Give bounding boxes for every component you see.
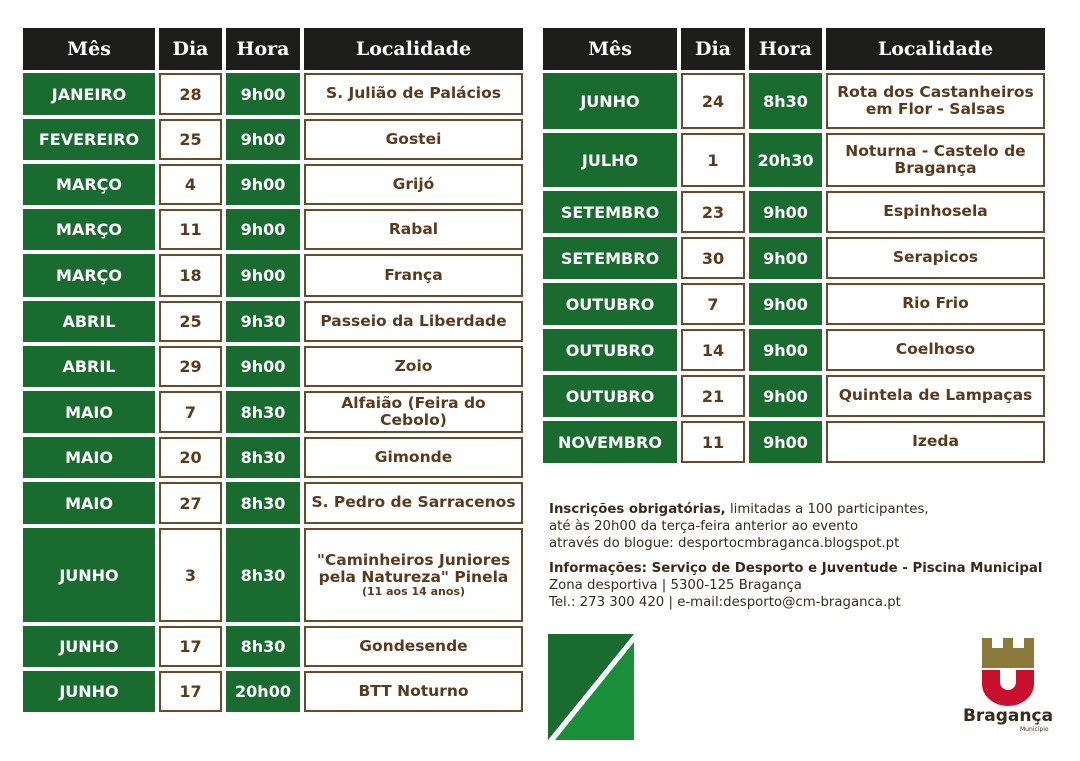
registration-line-2: até às 20h00 da terça-feira anterior ao evento bbox=[549, 519, 859, 534]
month-cell: OUTUBRO bbox=[543, 283, 677, 325]
location-cell: Alfaião (Feira do Cebolo) bbox=[304, 391, 523, 433]
contact-title bbox=[549, 560, 1042, 577]
table-row bbox=[23, 482, 523, 524]
day-cell: 23 bbox=[681, 191, 745, 233]
registration-label: Inscrições obrigatórias, bbox=[549, 502, 726, 517]
location-cell: Gondesende bbox=[304, 626, 523, 667]
time-cell: 9h00 bbox=[749, 237, 822, 279]
month-cell: MARÇO bbox=[23, 164, 155, 205]
month-cell: SETEMBRO bbox=[543, 237, 677, 279]
table-row bbox=[543, 283, 1045, 325]
table-row bbox=[23, 119, 523, 160]
location-cell: Coelhoso bbox=[826, 329, 1045, 371]
month-cell: MAIO bbox=[23, 482, 155, 524]
time-cell: 9h30 bbox=[226, 301, 300, 342]
day-cell: 24 bbox=[681, 73, 745, 129]
time-cell: 8h30 bbox=[226, 528, 300, 622]
time-cell: 9h00 bbox=[749, 283, 822, 325]
month-cell: JUNHO bbox=[23, 671, 155, 712]
time-cell: 9h00 bbox=[226, 346, 300, 387]
table-row bbox=[23, 301, 523, 342]
header-localidade: Localidade bbox=[826, 28, 1045, 70]
month-cell: ABRIL bbox=[23, 301, 155, 342]
header-dia: Dia bbox=[681, 28, 745, 70]
contact-label: Informações: Serviço de Desporto e Juventude - Piscina Municipal bbox=[549, 561, 1043, 576]
location-note: (11 aos 14 anos) bbox=[361, 585, 466, 598]
location-cell: Gimonde bbox=[304, 437, 523, 478]
location-cell: Rabal bbox=[304, 209, 523, 250]
table-row bbox=[543, 237, 1045, 279]
day-cell: 1 bbox=[681, 133, 745, 187]
day-cell: 11 bbox=[681, 421, 745, 463]
brand-subtitle: Município bbox=[1020, 726, 1049, 733]
month-cell: NOVEMBRO bbox=[543, 421, 677, 463]
day-cell: 11 bbox=[159, 209, 222, 250]
header-localidade: Localidade bbox=[304, 28, 523, 70]
time-cell: 9h00 bbox=[226, 119, 300, 160]
table-row bbox=[543, 73, 1045, 129]
day-cell: 17 bbox=[159, 671, 222, 712]
schedule-table-left bbox=[23, 28, 523, 716]
location-cell: França bbox=[304, 254, 523, 297]
time-cell: 9h00 bbox=[226, 73, 300, 115]
time-cell: 20h00 bbox=[226, 671, 300, 712]
time-cell: 9h00 bbox=[226, 209, 300, 250]
table-row bbox=[543, 133, 1045, 187]
table-row bbox=[23, 346, 523, 387]
day-cell: 30 bbox=[681, 237, 745, 279]
info-block bbox=[549, 501, 1042, 611]
location-cell: S. Pedro de Sarracenos bbox=[304, 482, 523, 524]
time-cell: 20h30 bbox=[749, 133, 822, 187]
day-cell: 4 bbox=[159, 164, 222, 205]
location-cell: S. Julião de Palácios bbox=[304, 73, 523, 115]
month-cell: OUTUBRO bbox=[543, 329, 677, 371]
location-cell: Serapicos bbox=[826, 237, 1045, 279]
time-cell: 9h00 bbox=[749, 191, 822, 233]
month-cell: OUTUBRO bbox=[543, 375, 677, 417]
registration-limit: limitadas a 100 participantes, bbox=[725, 502, 929, 517]
day-cell: 7 bbox=[681, 283, 745, 325]
month-cell: JUNHO bbox=[543, 73, 677, 129]
month-cell: JANEIRO bbox=[23, 73, 155, 115]
registration-line-3: através do blogue: desportocmbraganca.blogspot.pt bbox=[549, 536, 900, 551]
table-row bbox=[23, 73, 523, 115]
month-cell: MAIO bbox=[23, 391, 155, 433]
day-cell: 7 bbox=[159, 391, 222, 433]
time-cell: 9h00 bbox=[226, 164, 300, 205]
time-cell: 8h30 bbox=[226, 482, 300, 524]
schedule-table-right bbox=[543, 28, 1045, 467]
header-hora: Hora bbox=[749, 28, 822, 70]
month-cell: JULHO bbox=[543, 133, 677, 187]
table-row bbox=[543, 421, 1045, 463]
day-cell: 17 bbox=[159, 626, 222, 667]
location-cell: Rota dos Castanheiros em Flor - Salsas bbox=[826, 73, 1045, 129]
table-row bbox=[23, 671, 523, 712]
location-name: "Caminheiros Juniores pela Natureza" Pinela bbox=[316, 550, 511, 586]
time-cell: 8h30 bbox=[226, 437, 300, 478]
table-row bbox=[23, 528, 523, 622]
time-cell: 9h00 bbox=[749, 329, 822, 371]
table-row bbox=[23, 437, 523, 478]
location-cell bbox=[304, 528, 523, 622]
location-cell: Noturna - Castelo de Bragança bbox=[826, 133, 1045, 187]
time-cell: 8h30 bbox=[226, 626, 300, 667]
header-mes: Mês bbox=[23, 28, 155, 70]
contact-phone-email: Tel.: 273 300 420 | e-mail:desporto@cm-braganca.pt bbox=[549, 595, 901, 610]
sports-logo-icon bbox=[548, 634, 638, 740]
location-cell: Espinhosela bbox=[826, 191, 1045, 233]
month-cell: JUNHO bbox=[23, 626, 155, 667]
table-row bbox=[543, 329, 1045, 371]
brand-name: Bragança bbox=[962, 706, 1054, 726]
month-cell: MARÇO bbox=[23, 254, 155, 297]
month-cell: MARÇO bbox=[23, 209, 155, 250]
location-cell: BTT Noturno bbox=[304, 671, 523, 712]
table-row bbox=[23, 391, 523, 433]
day-cell: 18 bbox=[159, 254, 222, 297]
table-row bbox=[543, 375, 1045, 417]
day-cell: 28 bbox=[159, 73, 222, 115]
month-cell: FEVEREIRO bbox=[23, 119, 155, 160]
time-cell: 8h30 bbox=[226, 391, 300, 433]
time-cell: 9h00 bbox=[749, 421, 822, 463]
header-mes: Mês bbox=[543, 28, 677, 70]
location-cell: Gostei bbox=[304, 119, 523, 160]
location-cell: Izeda bbox=[826, 421, 1045, 463]
table-row bbox=[23, 626, 523, 667]
month-cell: MAIO bbox=[23, 437, 155, 478]
day-cell: 14 bbox=[681, 329, 745, 371]
table-row bbox=[23, 209, 523, 250]
header-dia: Dia bbox=[159, 28, 222, 70]
day-cell: 21 bbox=[681, 375, 745, 417]
header-hora: Hora bbox=[226, 28, 300, 70]
table-row bbox=[543, 191, 1045, 233]
table-header bbox=[23, 28, 523, 70]
table-row bbox=[23, 254, 523, 297]
registration-line-1 bbox=[549, 501, 1042, 518]
day-cell: 25 bbox=[159, 119, 222, 160]
location-cell: Grijó bbox=[304, 164, 523, 205]
day-cell: 27 bbox=[159, 482, 222, 524]
location-cell: Rio Frio bbox=[826, 283, 1045, 325]
table-row bbox=[23, 164, 523, 205]
contact-address: Zona desportiva | 5300-125 Bragança bbox=[549, 578, 802, 593]
day-cell: 25 bbox=[159, 301, 222, 342]
day-cell: 29 bbox=[159, 346, 222, 387]
time-cell: 9h00 bbox=[226, 254, 300, 297]
month-cell: ABRIL bbox=[23, 346, 155, 387]
day-cell: 20 bbox=[159, 437, 222, 478]
location-cell: Zoio bbox=[304, 346, 523, 387]
location-cell: Passeio da Liberdade bbox=[304, 301, 523, 342]
day-cell: 3 bbox=[159, 528, 222, 622]
table-header bbox=[543, 28, 1045, 70]
time-cell: 8h30 bbox=[749, 73, 822, 129]
location-cell: Quintela de Lampaças bbox=[826, 375, 1045, 417]
time-cell: 9h00 bbox=[749, 375, 822, 417]
month-cell: SETEMBRO bbox=[543, 191, 677, 233]
month-cell: JUNHO bbox=[23, 528, 155, 622]
